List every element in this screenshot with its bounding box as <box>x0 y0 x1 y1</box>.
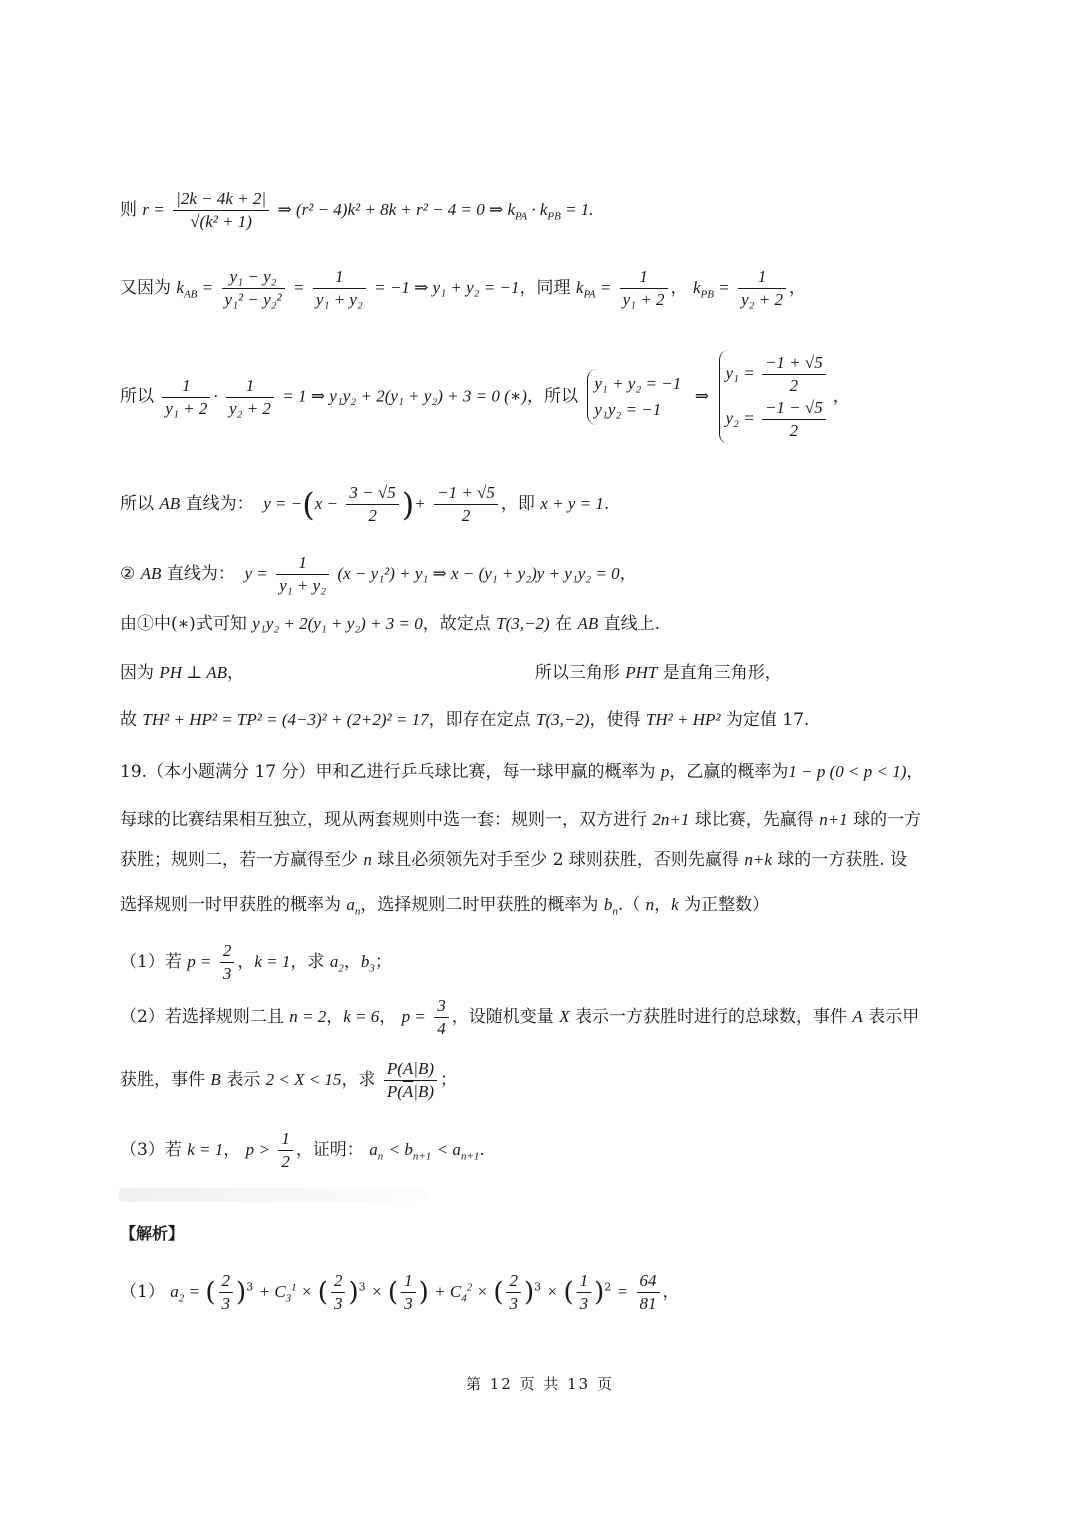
problem-text-3b: 球且必须领先对手至少 2 球则获胜，否则先赢得 <box>377 850 739 870</box>
text-shide: ，使得 <box>589 710 641 730</box>
question-3: （3）若 k = 1， p > $\frac{1}{2}$ ，证明： $a_n < b_{n+1} < a_{n+1}$. <box>120 1129 485 1171</box>
fraction-denominator: √(k² + 1) <box>190 212 252 231</box>
math-a: a <box>369 1140 378 1159</box>
problem-19-line-4: 选择规则一时甲获胜的概率为 $a_n$，选择规则二时甲获胜的概率为 $b_n$.（ n，k 为正整数） <box>120 895 770 918</box>
fraction-kpb: $\frac{1}{\text{y₂ + 2}}$ <box>738 266 786 311</box>
fraction-1-3-b: $\frac{1}{3}$ <box>577 1270 592 1315</box>
circled-two: ② <box>120 564 136 584</box>
fraction-numerator: |2k − 4k + 2| <box>173 188 269 211</box>
solution-line-4: 所以 AB 直线为： y = −(x − $\frac{3 - √5}{2}$ )+ $\frac{-1 + √5}{2}$ ，即 x + y = 1. <box>120 483 610 525</box>
problem-text-4d: 为正整数） <box>684 895 770 915</box>
text-zhixianshang: 直线上. <box>603 614 661 634</box>
text-youzhong: 由①中(∗)式可知 <box>120 614 247 634</box>
fraction-a: $\frac{1}{\text{y₁ + 2}}$ <box>162 375 210 420</box>
text-zhixianwei: 直线为： <box>185 494 254 514</box>
question-2-text-f: 表示 <box>226 1070 261 1090</box>
analysis-title: 【解析】 <box>120 1224 185 1243</box>
question-2-label: （2）若选择规则二且 <box>120 1007 284 1027</box>
text-dingzhi: 为定值 17. <box>725 710 810 730</box>
page-footer: 第 12 页 共 13 页 <box>465 1375 614 1393</box>
math-expression: ⇒ (r² − 4)k² + 8k + r² − 4 = 0 ⇒ k <box>277 200 516 219</box>
problem-text-1: 甲和乙进行乒乓球比赛，每一球甲赢的概率为 <box>315 762 656 782</box>
fraction-2-3-b: $\frac{2}{3}$ <box>331 1270 346 1315</box>
question-2-cont: 获胜，事件 B 表示 2 < X < 15，求 $\frac{P(A|B)}{P(\overline{A}|B)}$ ； <box>120 1059 457 1101</box>
text-guding: ，故定点 <box>422 614 491 634</box>
text-suoyi-2: 所以 <box>120 494 154 514</box>
fraction-y: $\frac{-1 + √5}{2}$ <box>434 482 498 527</box>
fraction-1-3-a: $\frac{1}{3}$ <box>401 1270 416 1315</box>
fraction-x: $\frac{3 - √5}{2}$ <box>346 482 398 527</box>
problem-text-2: 每球的比赛结果相互独立，现从两套规则中选一套：规则一，双方进行 <box>120 810 647 830</box>
question-2-text-d: 表示甲 <box>868 1007 920 1027</box>
question-2: （2）若选择规则二且 n = 2，k = 6， p = $\frac{3}{4}$ ，设随机变量 X 表示一方获胜时进行的总球数，事件 A 表示甲 <box>120 996 920 1038</box>
text-suoyi: 所以 <box>120 386 154 407</box>
math-perp: PH ⊥ AB <box>159 663 228 682</box>
system-brace-1: y₁ + y₂ = −1 y₁y₂ = −1 <box>587 369 681 425</box>
scan-smudge <box>118 1188 428 1202</box>
problem-19-line-3: 获胜；规则二，若一方赢得至少 n 球且必须领先对手至少 2 球则获胜，否则先赢得 n+k 球的一方获胜. 设 <box>120 850 908 870</box>
math-b: < b <box>388 1140 413 1159</box>
math-sum: TH² + HP² <box>645 710 721 729</box>
question-2-text-b: ，设随机变量 <box>451 1007 554 1027</box>
math-r: r = <box>142 200 165 219</box>
problem-number: 19.（本小题满分 17 分） <box>120 762 316 782</box>
question-2-text-e: 获胜，事件 <box>120 1070 205 1090</box>
solution-line-1: 则 r = $\frac{|2k - 4k + 2|}{\text{√(k² + 1)}}$ ⇒ (r² − 4)k² + 8k + r² − 4 = 0 ⇒ $k_{PA} \cdot k_{PB} = 1$. <box>120 189 594 231</box>
analysis-step-1-label: （1） <box>120 1282 165 1302</box>
math-a-2: < a <box>436 1140 461 1159</box>
problem-text-4b: ，选择规则二时甲获胜的概率为 <box>360 895 599 915</box>
text-zhixianwei-2: 直线为： <box>166 564 235 584</box>
question-3-label: （3）若 <box>120 1140 182 1160</box>
fraction-kpa: $\frac{1}{\text{y₁ + 2}}$ <box>620 266 668 311</box>
question-2-math-g: 2 < X < 15 <box>265 1070 342 1089</box>
math-ab: AB <box>159 494 181 513</box>
problem-text-2e: 球的一方 <box>853 810 922 830</box>
fraction-half: $\frac{1}{2}$ <box>278 1128 293 1173</box>
text-gu: 故 <box>120 710 137 730</box>
text-youyinwei: 又因为 <box>120 278 171 298</box>
fraction-conditional-prob: $\frac{P(A|B)}{P(\overline{A}|B)}$ <box>384 1058 437 1103</box>
math-pht: PHT <box>625 663 658 682</box>
problem-math-2d: n+1 <box>819 810 848 829</box>
problem-text-3d: 球的一方获胜. 设 <box>777 850 908 870</box>
problem-text-1b: ，乙赢的概率为 <box>669 762 789 782</box>
fraction-r <box>173 188 269 233</box>
question-1: （1）若 p = $\frac{2}{3}$ ，k = 1，求 $a_2$，$b_3$； <box>120 941 392 983</box>
question-2-text-c: 表示一方获胜时进行的总球数，事件 <box>575 1007 847 1027</box>
problem-19-line-1: 19.（本小题满分 17 分）甲和乙进行乒乓球比赛，每一球甲赢的概率为 p，乙赢的概率为1 − p (0 < p < 1)， <box>120 762 924 782</box>
problem-math-3c: n+k <box>744 850 772 869</box>
text-suoyi-sanjiao: 所以三角形 <box>534 663 620 683</box>
problem-math-2b: 2n+1 <box>652 810 690 829</box>
result-denominator: 81 <box>639 1294 657 1313</box>
solution-line-5: ② AB 直线为： y = $\frac{1}{\text{y₁ + y₂}}$ (x − y₁²) + y₁ ⇒ x − (y₁ + y₂)y + y₁y₂ = 0， <box>120 553 637 595</box>
math-point-t-2: T(3,−2) <box>535 710 590 729</box>
fraction-kab-simplified: $\frac{1}{\text{y₁ + y₂}}$ <box>313 266 366 311</box>
question-2-text-h: ，求 <box>341 1070 376 1090</box>
result-numerator: 64 <box>637 1270 660 1293</box>
analysis-line-1: （1） $a_2$ = ( $\frac{2}{3}$ )$^3 + C_3^1$ × ( $\frac{2}{3}$ )$^3$ × ( $\frac{1}{3}$ ) + $C_4^2$ × ( $\frac{2}{3}$ )$^3$ × ( $\frac{1}{3}$ )$^2$ = $\frac{64}{81}$ ， <box>120 1271 680 1313</box>
problem-text-2c: 球比赛，先赢得 <box>694 810 814 830</box>
system-brace-2: y₁ = $\frac{-1 + √5}{2}$ y₂ = $\frac{-1 - √5}{2}$ <box>719 350 829 444</box>
fraction-result <box>637 1270 660 1315</box>
solution-line-7: 因为 PH ⊥ AB， 所以三角形 PHT 是直角三角形， <box>120 663 782 683</box>
solution-line-8 <box>120 708 809 732</box>
fraction-2-3-a: $\frac{2}{3}$ <box>219 1270 234 1315</box>
question-3-text-b: ，证明： <box>295 1140 364 1160</box>
problem-19-line-2 <box>120 808 921 832</box>
problem-text-4c: .（ <box>617 895 641 915</box>
fraction-kab: $\frac{\text{y₁ − y₂}}{\text{y₁² − y₂²}}$ <box>222 266 285 311</box>
solution-line-6: 由①中(∗)式可知 y₁y₂ + 2(y₁ + y₂) + 3 = 0，故定点 T(3,−2) 在 AB 直线上. <box>120 614 661 634</box>
fraction-2-3-c: $\frac{2}{3}$ <box>506 1270 521 1315</box>
question-1-qiu: ，求 <box>290 952 325 972</box>
math-condition: y₁y₂ + 2(y₁ + y₂) + 3 = 0 <box>252 614 423 633</box>
text-zai: 在 <box>555 614 573 634</box>
question-1-label: （1）若 <box>120 952 182 972</box>
fraction-b: $\frac{1}{\text{y₂ + 2}}$ <box>226 375 274 420</box>
problem-text-4: 选择规则一时甲获胜的概率为 <box>120 895 341 915</box>
solution-line-3: 所以 $\frac{1}{\text{y₁ + 2}}$ · $\frac{1}{\text{y₂ + 2}}$ = 1 ⇒ y₁y₂ + 2(y₁ + y₂) + 3 = 0 (∗)，所以 y₁ + y₂ = −1 y₁y₂ = −1 ⇒ y₁ = $\frac{-1 + √5}{2}$ y₂ = $\frac{-1 - √5}{2}$ ， <box>120 350 850 444</box>
text-ze: 则 <box>120 200 137 220</box>
problem-math-1c: 1 − p (0 < p < 1) <box>788 762 907 781</box>
solution-line-2: 又因为 $k_{AB}$ = $\frac{\text{y₁ − y₂}}{\text{y₁² − y₂²}}$ = $\frac{1}{\text{y₁ + y₂}}$ = −1 ⇒ y₁ + y₂ = −1，同理 $k_{PA}$ = $\frac{1}{\text{y₁ + 2}}$ ， $k_{PB}$ = $\frac{1}{\text{y₂ + 2}}$ ， <box>120 267 807 309</box>
text-yinwei: 因为 <box>120 663 154 683</box>
math-distance: TH² + HP² = TP² = (4−3)² + (2+2)² = 17 <box>142 710 429 729</box>
problem-text-3: 获胜；规则二，若一方赢得至少 <box>120 850 358 870</box>
text-zhijiao: 是直角三角形， <box>662 663 782 683</box>
fraction-slope: $\frac{1}{\text{y₁ + y₂}}$ <box>276 552 329 597</box>
fraction-p-2: $\frac{3}{4}$ <box>434 995 449 1040</box>
text-cunzai: ，即存在定点 <box>428 710 531 730</box>
fraction-p: $\frac{2}{3}$ <box>220 940 235 985</box>
math-point-t: T(3,−2) <box>496 614 550 633</box>
